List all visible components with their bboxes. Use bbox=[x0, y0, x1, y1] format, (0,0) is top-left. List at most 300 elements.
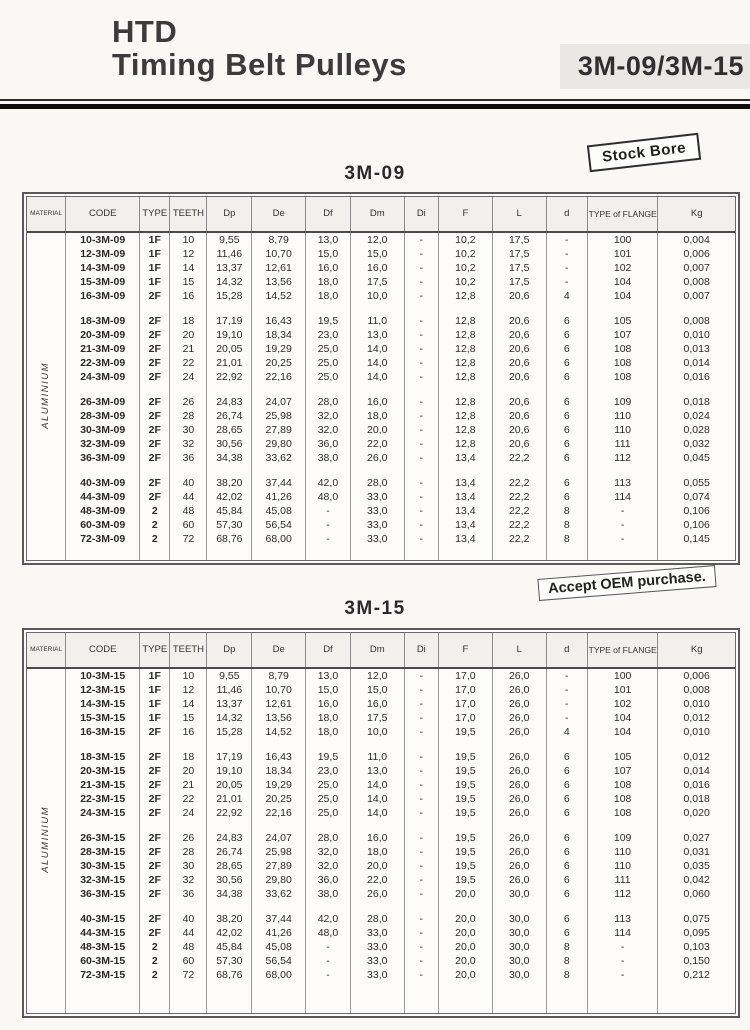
spacer-cell bbox=[66, 739, 140, 750]
table-cell: 6 bbox=[546, 370, 587, 384]
table-cell: 0,012 bbox=[658, 711, 735, 725]
spacer-cell bbox=[306, 465, 351, 476]
table-cell: 10-3M-15 bbox=[66, 668, 140, 683]
table-cell: 26 bbox=[170, 395, 207, 409]
table-cell: 20,6 bbox=[492, 423, 546, 437]
table-cell: 108 bbox=[587, 792, 658, 806]
table-cell: 28,0 bbox=[306, 831, 351, 845]
column-header-type: TYPE bbox=[140, 633, 170, 668]
material-cell bbox=[27, 232, 66, 560]
table-cell: 10,2 bbox=[438, 232, 492, 247]
table-cell: - bbox=[546, 275, 587, 289]
table-cell: 14,0 bbox=[350, 792, 404, 806]
spacer-cell bbox=[140, 303, 170, 314]
table-cell: 22,2 bbox=[492, 504, 546, 518]
table-cell: - bbox=[404, 409, 438, 423]
table-cell: 8 bbox=[546, 518, 587, 532]
table-cell: 19,29 bbox=[252, 342, 306, 356]
spacer-cell bbox=[546, 465, 587, 476]
spacer-cell bbox=[404, 739, 438, 750]
table-cell: 16-3M-09 bbox=[66, 289, 140, 303]
table-cell: 101 bbox=[587, 247, 658, 261]
table-3m-15-frame bbox=[22, 628, 740, 1018]
table-cell: 16,0 bbox=[350, 831, 404, 845]
table-cell: 2F bbox=[140, 792, 170, 806]
stock-bore-badge: Stock Bore bbox=[587, 133, 702, 173]
table-cell: 22,0 bbox=[350, 437, 404, 451]
table-cell: - bbox=[587, 968, 658, 982]
column-header-type-of-flange: TYPE of FLANGE bbox=[587, 633, 658, 668]
table-cell: 26,74 bbox=[207, 409, 252, 423]
table-cell: 36,0 bbox=[306, 873, 351, 887]
table-cell: 113 bbox=[587, 912, 658, 926]
column-header-df: Df bbox=[306, 633, 351, 668]
table-cell: 8 bbox=[546, 504, 587, 518]
spacer-cell bbox=[587, 384, 658, 395]
spacer-cell bbox=[66, 384, 140, 395]
table-cell: 14,0 bbox=[350, 370, 404, 384]
table-cell: 26,0 bbox=[492, 711, 546, 725]
table-cell: 32,0 bbox=[306, 423, 351, 437]
table-cell: 20,25 bbox=[252, 792, 306, 806]
table-cell: 16 bbox=[170, 725, 207, 739]
table-cell: 12,0 bbox=[350, 668, 404, 683]
spacer-cell bbox=[252, 384, 306, 395]
table-cell: 40 bbox=[170, 912, 207, 926]
spacer-cell bbox=[207, 820, 252, 831]
table-cell: 6 bbox=[546, 831, 587, 845]
table-cell: 0,032 bbox=[658, 437, 735, 451]
table-cell: 24,07 bbox=[252, 831, 306, 845]
table-cell: 111 bbox=[587, 873, 658, 887]
table-cell: 28 bbox=[170, 845, 207, 859]
table-cell: 21-3M-15 bbox=[66, 778, 140, 792]
table-cell: 107 bbox=[587, 764, 658, 778]
table-cell: 12,8 bbox=[438, 314, 492, 328]
table-cell: 1F bbox=[140, 275, 170, 289]
table-cell: 28,0 bbox=[306, 395, 351, 409]
table-cell: 24,07 bbox=[252, 395, 306, 409]
spacer-cell bbox=[546, 739, 587, 750]
table-cell: 20,05 bbox=[207, 778, 252, 792]
table-cell: 13,4 bbox=[438, 490, 492, 504]
table-cell: 36 bbox=[170, 451, 207, 465]
table-cell: 0,106 bbox=[658, 504, 735, 518]
table-cell: 4 bbox=[546, 725, 587, 739]
table-cell: 10,2 bbox=[438, 247, 492, 261]
table-row bbox=[27, 423, 735, 437]
table-cell: 9,55 bbox=[207, 232, 252, 247]
table-cell: 56,54 bbox=[252, 954, 306, 968]
table-cell: 60 bbox=[170, 518, 207, 532]
table-cell: 27,89 bbox=[252, 423, 306, 437]
table-cell: 20,6 bbox=[492, 328, 546, 342]
table-cell: 104 bbox=[587, 289, 658, 303]
table-cell: 16,0 bbox=[306, 261, 351, 275]
table-cell: 12,8 bbox=[438, 437, 492, 451]
table-row bbox=[27, 314, 735, 328]
table-cell: 6 bbox=[546, 806, 587, 820]
table-cell: 30,0 bbox=[492, 968, 546, 982]
table-cell: 2F bbox=[140, 778, 170, 792]
table-row bbox=[27, 859, 735, 873]
table-cell: 16,0 bbox=[350, 395, 404, 409]
table-3m-15-inner-frame bbox=[26, 632, 736, 1014]
spacer-cell bbox=[140, 739, 170, 750]
table-cell: 19,5 bbox=[438, 873, 492, 887]
table-cell: 2F bbox=[140, 873, 170, 887]
spacer-cell bbox=[492, 901, 546, 912]
table-cell: - bbox=[306, 968, 351, 982]
material-label: ALUMINIUM bbox=[40, 806, 52, 874]
spacer-cell bbox=[66, 820, 140, 831]
table-cell: 41,26 bbox=[252, 490, 306, 504]
table-cell: 0,031 bbox=[658, 845, 735, 859]
filler-cell bbox=[438, 982, 492, 1013]
table-cell: 26,0 bbox=[492, 668, 546, 683]
table-cell: 22,92 bbox=[207, 370, 252, 384]
table-cell: 13,37 bbox=[207, 697, 252, 711]
table-cell: 26,0 bbox=[492, 683, 546, 697]
spacer-cell bbox=[170, 465, 207, 476]
table-cell: 28 bbox=[170, 409, 207, 423]
table-cell: 13,4 bbox=[438, 476, 492, 490]
table-cell: 2F bbox=[140, 328, 170, 342]
table-cell: 18,0 bbox=[350, 845, 404, 859]
table-cell: 0,004 bbox=[658, 232, 735, 247]
table-cell: 25,0 bbox=[306, 778, 351, 792]
spacer-row bbox=[27, 465, 735, 476]
table-cell: 22,2 bbox=[492, 490, 546, 504]
spacer-row bbox=[27, 384, 735, 395]
table-cell: 45,84 bbox=[207, 504, 252, 518]
table-cell: 48,0 bbox=[306, 926, 351, 940]
table-cell: 20 bbox=[170, 764, 207, 778]
table-cell: - bbox=[546, 697, 587, 711]
table-cell: 20,6 bbox=[492, 356, 546, 370]
table-3m-09 bbox=[27, 197, 735, 560]
table-cell: 26,0 bbox=[492, 873, 546, 887]
table-cell: - bbox=[404, 778, 438, 792]
table-row bbox=[27, 725, 735, 739]
header-row bbox=[27, 633, 735, 668]
table-cell: 2F bbox=[140, 314, 170, 328]
table-cell: 25,0 bbox=[306, 356, 351, 370]
filler-cell bbox=[658, 982, 735, 1013]
table-cell: 13,4 bbox=[438, 518, 492, 532]
material-label: ALUMINIUM bbox=[40, 361, 52, 429]
table-cell: 16 bbox=[170, 289, 207, 303]
table-cell: 17,19 bbox=[207, 314, 252, 328]
spacer-cell bbox=[492, 384, 546, 395]
table-cell: 34,38 bbox=[207, 887, 252, 901]
table-cell: 32 bbox=[170, 873, 207, 887]
table-row bbox=[27, 683, 735, 697]
table-cell: - bbox=[404, 668, 438, 683]
table-cell: 20,05 bbox=[207, 342, 252, 356]
spacer-cell bbox=[404, 465, 438, 476]
table-cell: 13,4 bbox=[438, 451, 492, 465]
table-cell: 15-3M-15 bbox=[66, 711, 140, 725]
table-cell: 36 bbox=[170, 887, 207, 901]
table-cell: 15,0 bbox=[350, 683, 404, 697]
table-cell: 33,0 bbox=[350, 954, 404, 968]
table-cell: - bbox=[404, 314, 438, 328]
table-cell: 111 bbox=[587, 437, 658, 451]
table-cell: 19,5 bbox=[438, 845, 492, 859]
table-cell: 17,19 bbox=[207, 750, 252, 764]
table-cell: 19,5 bbox=[438, 806, 492, 820]
table-cell: 12,8 bbox=[438, 289, 492, 303]
table-cell: - bbox=[306, 532, 351, 546]
table-row bbox=[27, 750, 735, 764]
table-cell: 22,2 bbox=[492, 532, 546, 546]
table-cell: 6 bbox=[546, 476, 587, 490]
table-cell: 38,0 bbox=[306, 451, 351, 465]
table-cell: 16-3M-15 bbox=[66, 725, 140, 739]
filler-cell bbox=[404, 982, 438, 1013]
table-cell: 6 bbox=[546, 845, 587, 859]
filler-cell bbox=[66, 982, 140, 1013]
table-cell: 4 bbox=[546, 289, 587, 303]
table-cell: 0,014 bbox=[658, 356, 735, 370]
table-cell: 110 bbox=[587, 423, 658, 437]
column-header-dm: Dm bbox=[350, 197, 404, 232]
table-cell: 21 bbox=[170, 778, 207, 792]
table-cell: 30,0 bbox=[492, 926, 546, 940]
table-cell: 0,010 bbox=[658, 697, 735, 711]
table-cell: 0,103 bbox=[658, 940, 735, 954]
table-cell: 0,012 bbox=[658, 750, 735, 764]
column-header-dp: Dp bbox=[207, 633, 252, 668]
table-cell: 32,0 bbox=[306, 409, 351, 423]
table-cell: 110 bbox=[587, 859, 658, 873]
table-cell: 19,5 bbox=[438, 778, 492, 792]
spacer-row bbox=[27, 820, 735, 831]
table-cell: 34,38 bbox=[207, 451, 252, 465]
table-row bbox=[27, 328, 735, 342]
table-cell: 0,075 bbox=[658, 912, 735, 926]
table-cell: 10-3M-09 bbox=[66, 232, 140, 247]
table-cell: 24 bbox=[170, 370, 207, 384]
table-cell: 30-3M-09 bbox=[66, 423, 140, 437]
table-row bbox=[27, 370, 735, 384]
table-cell: 28,65 bbox=[207, 859, 252, 873]
table-cell: 2F bbox=[140, 912, 170, 926]
spacer-cell bbox=[658, 303, 735, 314]
spacer-row bbox=[27, 901, 735, 912]
table-cell: 10 bbox=[170, 668, 207, 683]
table-cell: - bbox=[404, 792, 438, 806]
table-cell: 18,0 bbox=[306, 275, 351, 289]
table-cell: - bbox=[404, 504, 438, 518]
table-cell: 18-3M-09 bbox=[66, 314, 140, 328]
table-cell: 0,008 bbox=[658, 314, 735, 328]
table-cell: - bbox=[404, 476, 438, 490]
spacer-cell bbox=[404, 820, 438, 831]
table-cell: 2F bbox=[140, 356, 170, 370]
table-cell: 60-3M-09 bbox=[66, 518, 140, 532]
table-row bbox=[27, 261, 735, 275]
column-header-f: F bbox=[438, 197, 492, 232]
table-cell: 17,5 bbox=[492, 261, 546, 275]
spacer-cell bbox=[404, 901, 438, 912]
table-cell: 19,5 bbox=[306, 314, 351, 328]
table-cell: - bbox=[306, 940, 351, 954]
table-cell: 29,80 bbox=[252, 873, 306, 887]
table-cell: 15-3M-09 bbox=[66, 275, 140, 289]
table-cell: 40-3M-09 bbox=[66, 476, 140, 490]
table-cell: 68,76 bbox=[207, 532, 252, 546]
table-cell: 37,44 bbox=[252, 476, 306, 490]
table-cell: 18,34 bbox=[252, 328, 306, 342]
table-cell: 20,25 bbox=[252, 356, 306, 370]
table-cell: 19,5 bbox=[438, 792, 492, 806]
table-row bbox=[27, 289, 735, 303]
table-cell: 102 bbox=[587, 261, 658, 275]
table-cell: 105 bbox=[587, 750, 658, 764]
filler-cell bbox=[207, 982, 252, 1013]
table-cell: 19,5 bbox=[438, 764, 492, 778]
table-cell: 1F bbox=[140, 261, 170, 275]
table-cell: 0,212 bbox=[658, 968, 735, 982]
table-cell: 6 bbox=[546, 356, 587, 370]
table-cell: 100 bbox=[587, 668, 658, 683]
table-cell: 0,045 bbox=[658, 451, 735, 465]
table-cell: 32,0 bbox=[306, 845, 351, 859]
table-cell: 0,016 bbox=[658, 370, 735, 384]
spacer-cell bbox=[438, 739, 492, 750]
table-cell: 6 bbox=[546, 859, 587, 873]
table-cell: 16,0 bbox=[350, 261, 404, 275]
table-cell: 32,0 bbox=[306, 859, 351, 873]
table-cell: 12,8 bbox=[438, 342, 492, 356]
table-cell: 16,0 bbox=[306, 697, 351, 711]
table-cell: - bbox=[404, 912, 438, 926]
table-cell: 25,0 bbox=[306, 342, 351, 356]
table-cell: 26,0 bbox=[492, 859, 546, 873]
column-header-kg: Kg bbox=[658, 633, 735, 668]
table-cell: 0,013 bbox=[658, 342, 735, 356]
table-cell: - bbox=[587, 954, 658, 968]
table-row bbox=[27, 806, 735, 820]
table-cell: 33,0 bbox=[350, 940, 404, 954]
table-cell: 20,0 bbox=[438, 912, 492, 926]
table-cell: 2F bbox=[140, 845, 170, 859]
table-cell: 48 bbox=[170, 940, 207, 954]
table-cell: 13,56 bbox=[252, 711, 306, 725]
table-cell: 19,10 bbox=[207, 764, 252, 778]
table-cell: 20,6 bbox=[492, 314, 546, 328]
table-cell: 11,0 bbox=[350, 314, 404, 328]
table-cell: 15,0 bbox=[306, 683, 351, 697]
table-row bbox=[27, 490, 735, 504]
spacer-cell bbox=[658, 820, 735, 831]
spacer-cell bbox=[207, 303, 252, 314]
table-cell: 25,0 bbox=[306, 806, 351, 820]
spacer-cell bbox=[207, 465, 252, 476]
page-title bbox=[112, 16, 407, 81]
header-row bbox=[27, 197, 735, 232]
table-cell: 26,0 bbox=[492, 831, 546, 845]
table-3m-09-inner-frame bbox=[26, 196, 736, 561]
column-header-material: MATERIAL bbox=[27, 633, 66, 668]
table-cell: 28,0 bbox=[350, 912, 404, 926]
table-row bbox=[27, 778, 735, 792]
table-cell: 25,98 bbox=[252, 409, 306, 423]
table-cell: - bbox=[404, 370, 438, 384]
table-cell: 33,0 bbox=[350, 504, 404, 518]
spacer-cell bbox=[66, 303, 140, 314]
table-cell: - bbox=[404, 764, 438, 778]
table-cell: 38,20 bbox=[207, 476, 252, 490]
table-cell: 2F bbox=[140, 370, 170, 384]
table-cell: 101 bbox=[587, 683, 658, 697]
spacer-cell bbox=[207, 901, 252, 912]
table-cell: 12-3M-09 bbox=[66, 247, 140, 261]
filler-cell bbox=[404, 546, 438, 560]
table-cell: 26,0 bbox=[492, 750, 546, 764]
spacer-cell bbox=[252, 465, 306, 476]
table-cell: - bbox=[404, 289, 438, 303]
table-cell: 20 bbox=[170, 328, 207, 342]
spacer-cell bbox=[658, 384, 735, 395]
table-cell: 19,10 bbox=[207, 328, 252, 342]
table-cell: 26 bbox=[170, 831, 207, 845]
table-cell: 22,2 bbox=[492, 518, 546, 532]
table-row bbox=[27, 532, 735, 546]
table-row bbox=[27, 887, 735, 901]
table-cell: 20,6 bbox=[492, 395, 546, 409]
table-cell: 12,8 bbox=[438, 356, 492, 370]
table-cell: 48-3M-09 bbox=[66, 504, 140, 518]
column-header-code: CODE bbox=[66, 633, 140, 668]
table-cell: 57,30 bbox=[207, 954, 252, 968]
table-cell: 2F bbox=[140, 725, 170, 739]
table-row bbox=[27, 342, 735, 356]
table-cell: 1F bbox=[140, 232, 170, 247]
table-cell: 48 bbox=[170, 504, 207, 518]
spacer-cell bbox=[207, 739, 252, 750]
table-cell: 1F bbox=[140, 683, 170, 697]
table-cell: 19,29 bbox=[252, 778, 306, 792]
table-cell: 6 bbox=[546, 423, 587, 437]
table-cell: 12,8 bbox=[438, 370, 492, 384]
spacer-cell bbox=[658, 739, 735, 750]
table-cell: 30 bbox=[170, 423, 207, 437]
table-cell: 2F bbox=[140, 437, 170, 451]
page-title-line2: Timing Belt Pulleys bbox=[112, 46, 407, 82]
table-cell: - bbox=[587, 532, 658, 546]
table-cell: 0,060 bbox=[658, 887, 735, 901]
table-cell: 36-3M-09 bbox=[66, 451, 140, 465]
spacer-cell bbox=[306, 303, 351, 314]
table-cell: 72 bbox=[170, 968, 207, 982]
table-cell: 30,0 bbox=[492, 887, 546, 901]
table-cell: - bbox=[587, 518, 658, 532]
table-cell: 1F bbox=[140, 668, 170, 683]
table-cell: 26,0 bbox=[350, 451, 404, 465]
table-cell: 6 bbox=[546, 395, 587, 409]
table-cell: 33,0 bbox=[350, 532, 404, 546]
table-cell: 0,008 bbox=[658, 275, 735, 289]
spacer-cell bbox=[170, 901, 207, 912]
table-cell: 114 bbox=[587, 490, 658, 504]
table-cell: 21,01 bbox=[207, 356, 252, 370]
table-cell: 12 bbox=[170, 247, 207, 261]
table-cell: 13,4 bbox=[438, 504, 492, 518]
spacer-cell bbox=[306, 901, 351, 912]
